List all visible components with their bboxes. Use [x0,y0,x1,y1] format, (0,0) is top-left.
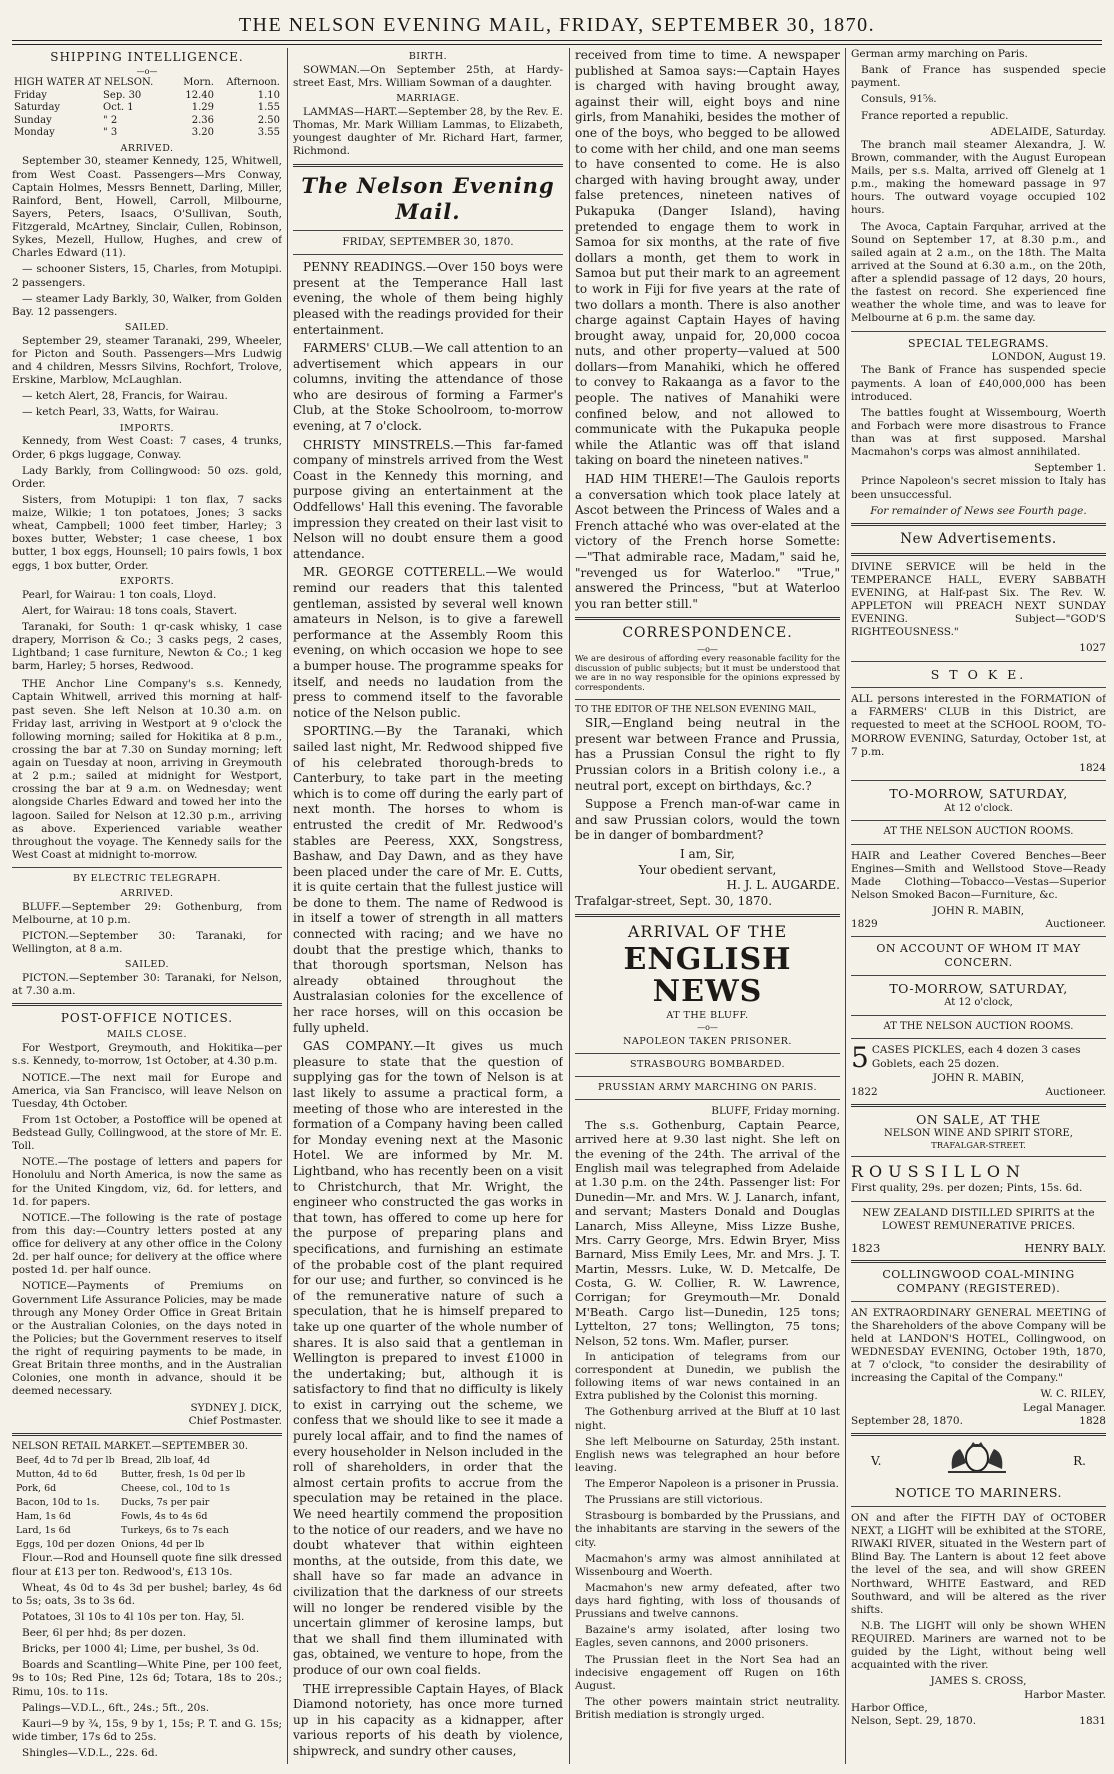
telegraph-entry: BLUFF.—September 29: Gothenburg, from Melbourne, at 10 p.m. [12,900,282,926]
tide-day: Monday [14,127,55,138]
market-title: NELSON RETAIL MARKET.—SEPTEMBER 30. [12,1440,249,1452]
column-divider [569,48,570,1764]
tide-morning: 2.36 [191,114,214,126]
masthead-rule-2 [12,44,1102,45]
tide-day: Friday [14,89,47,101]
tide-afternoon: 3.55 [257,127,280,138]
news-item: The branch mail steamer Alexandra, J. W. Brown, commander, with the August European Mails, per s.s. Malta, arrived off Glenelg at 1 p.m., making the homeward passage in 97 hours. The outward voyage occupied 102 hours. [851,138,1106,217]
tide-date: Oct. 1 [103,102,134,113]
market-row [14,1455,247,1467]
column-4 [851,48,1106,1764]
shipping-entry: Alert, for Wairau: 18 tons coals, Stavert. [22,604,238,617]
divider [851,661,1106,662]
at-bluff: AT THE BLUFF. [666,1010,749,1022]
headline: PRUSSIAN ARMY MARCHING ON PARIS. [598,1081,817,1093]
divider [851,687,1106,688]
divider [851,1038,1106,1039]
market-row [14,1497,247,1509]
ad-number: 1831 [1079,1714,1106,1727]
market-row [14,1525,247,1537]
market-item: Cheese, col., 10d to 1s [121,1483,230,1494]
market-item: Fowls, 4s to 4s 6d [121,1510,208,1522]
vr-left: V. [871,1454,882,1468]
news-item: German army marching on Paris. [851,48,1028,60]
marriage-notice: LAMMAS—HART.—September 28, by the Rev. E. Thomas, Mr. Mark William Lammas, to Elizabeth, youngest daughter of Mr. Richard Hart, farmer, Richmond. [293,106,563,158]
market-item: Bread, 2lb loaf, 4d [121,1455,210,1467]
mariners-notice: N.B. The LIGHT will only be shown WHEN REQUIRED. Mariners are warned not to be guided by the Light, without being well acquainted with the river. [851,1619,1106,1672]
column-divider [845,48,846,1764]
auction-items: HAIR and Leather Covered Benches—Beer Engines—Smith and Wellstood Stove—Ready Made Clothing—Tobacco—Vestas—Superior Nelson Smoked Bacon—Furniture, &c. [851,849,1106,901]
shipping-entry: Lady Barkly, from Collingwood: 50 ozs. gold, Order. [12,464,282,490]
column-divider [287,48,288,1764]
divider [851,780,1106,781]
market-item: Butter, fresh, 1s 0d per lb [121,1469,246,1481]
headline: NAPOLEON TAKEN PRISONER. [623,1036,792,1048]
stoke-title: S T O K E. [930,666,1027,682]
news-paragraph: In anticipation of telegrams from our correspondent at Dunedin, we publish the following items of war news contained in an Extra published by the Colonist this morning. [575,1350,840,1403]
tide-date: " 3 [103,127,118,138]
market-item: Ham, 1s 6d [16,1510,72,1522]
stoke-ad: ALL persons interested in the FORMATION of a FARMERS' CLUB in this District, are requested to meet at the SCHOOL ROOM, TO-MORROW EVENING, Saturday, October 1st, at 7 p.m. [851,693,1106,758]
divider [851,1201,1106,1202]
shipping-entry: Taranaki, for South: 1 qr-cask whisky, 1 case drapery, Morrison & Co.; 3 casks pegs, 2 cases, Lightband; 1 case furniture, Newton & Co.; 1 keg barm, Harley; 5 horses, Redwood. [12,620,282,673]
royal-crest-icon [942,1441,1012,1483]
english-news-headline: ENGLISH NEWS [623,942,792,1009]
market-row [14,1469,247,1481]
divider [851,1506,1106,1507]
news-paragraph: The Prussians are still victorious. [585,1494,763,1507]
shipping-entry: — steamer Lady Barkly, 30, Walker, from Golden Bay. 12 passengers. [12,292,282,318]
market-item: Bacon, 10d to 1s. [16,1496,100,1508]
divider [575,1099,840,1100]
marriage-title: MARRIAGE. [396,93,460,105]
divider [12,867,282,868]
sailed-title: SAILED. [124,959,170,971]
news-paragraph: Bazaine's army isolated, after losing two Eagles, seven cannons, and 2000 prisoners. [575,1624,840,1650]
shipping-entry: September 30, steamer Kennedy, 125, Whitwell, from West Coast. Passengers—Mrs Conway, Captain Holmes, Messrs Bennett, Darling, Miller, Rainford, Bent, Howell, Carroll, Milbourne, Sayers, Peters, Isaacs, O'Sullivan, South, Fitzgerald, McArtney, Sinclair, Cullen, Robinson, Sykes, Mezell, Hullow, Hughes, and crew of Charles Edward (11). [12,155,282,260]
divider [293,254,563,255]
london-dateline: LONDON, August 19. [991,351,1106,364]
sale-street: TRAFALGAR-STREET. [931,1140,1026,1151]
letter-signoff: Your obedient servant, [638,862,777,877]
sale-store: NELSON WINE AND SPIRIT STORE, [884,1128,1073,1140]
auctioneer-name: JOHN R. MABIN, [932,905,1025,917]
divider [851,1015,1106,1016]
tide-morning: 1.29 [191,102,214,113]
news-paragraph: She left Melbourne on Saturday, 25th instant. English news was telegraphed an hour before leaving. [575,1435,840,1474]
market-item: Ducks, 7s per pair [121,1496,210,1508]
harbor-office: Harbor Office, [851,1701,928,1714]
correspondence-title: CORRESPONDENCE. [622,625,793,642]
letter-address: Trafalgar-street, Sept. 30, 1870. [575,893,773,908]
masthead: THE NELSON EVENING MAIL, FRIDAY, SEPTEMBER 30, 1870. [238,14,876,36]
market-text: Boards and Scantling—White Pine, per 100 feet, 9s to 10s; Red Pine, 12s 6d; Totara, 18s to 20s.; Rimu, 10s. to 11s. [12,1659,282,1698]
news-item: Consuls, 91⅝. [861,93,937,106]
divider [851,331,1106,332]
tide-day: Saturday [14,102,61,113]
news-paragraph: Macmahon's army was almost annihilated at Wissenbourg and Woerth. [575,1552,840,1578]
divider [575,1053,840,1054]
tide-row [12,127,282,140]
news-paragraph: The other powers maintain strict neutrality. British mediation is strongly urged. [575,1695,840,1722]
shipping-entry: — ketch Pearl, 33, Watts, for Wairau. [22,406,219,419]
market-item: Onions, 4d per lb [121,1538,205,1550]
divider [851,936,1106,937]
news-item: Prince Napoleon's secret mission to Italy has been unsuccessful. [851,475,1106,501]
letter-signoff: I am, Sir, [679,846,735,861]
auction-place: AT THE NELSON AUCTION ROOMS. [883,1020,1074,1032]
telegraph-entry: PICTON.—September 30: Taranaki, for Nelson, at 7.30 a.m. [12,972,282,998]
market-item: Eggs, 10d per dozen [16,1538,116,1550]
divider [293,164,563,167]
local-paragraph: SPORTING.—By the Taranaki, which sailed last night, Mr. Redwood shipped five of his celebrated thorough-breds to Canterbury, to take part in the meeting which is to come off during the early part of next month. The horses to whom is entrusted the credit of Mr. Redwood's stables are Peeress, XXX, Songstress, Bashaw, and Day Dawn, and as they have been placed under the care of Mr. E. Cutts, it is quite certain that the fullest justice will be done to them. The name of Redwood is in itself a tower of strength in all matters connected with racing; and we have no doubt that the prestige which, thanks to that thorough sportsman, Nelson has already obtained throughout the Australasian colonies for the excellence of her race horses, will on this occasion be fully upheld. [293,724,563,1035]
roussillon-title: ROUSSILLON [851,1162,1026,1182]
auctioneer-role: Auctioneer. [1045,1085,1106,1098]
shipping-entry: September 29, steamer Taranaki, 299, Wheeler, for Picton and South. Passengers—Mrs Ludwig and 4 children, Messrs Silvins, Rochfort, Trolove, Erskine, Marblow, McLaughlan. [12,334,282,387]
divider [12,1433,282,1436]
coal-company-title: COLLINGWOOD COAL-MINING COMPANY (REGISTERED). [882,1268,1075,1295]
imports-title: IMPORTS. [119,422,175,434]
local-paragraph: PENNY READINGS.—Over 150 boys were present at the Temperance Hall last evening, the whole of them being highly pleased with the readings provided for their entertainment. [293,260,563,337]
news-paragraph: The Emperor Napoleon is a prisoner in Prussia. [585,1478,839,1491]
roussillon-price: First quality, 29s. per dozen; Pints, 15s. 6d. [851,1182,1083,1195]
tide-header: HIGH WATER AT NELSON. [14,77,154,88]
market-text: Flour.—Rod and Hounsell quote fine silk dressed flour at £13 per ton. Redwood's, £13 10s. [12,1552,282,1578]
divine-service-ad: DIVINE SERVICE will be held in the TEMPERANCE HALL, EVERY SABBATH EVENING, at Half-past Six. The Rev. W. APPLETON will PREACH NEXT SUNDAY EVENING. Subject—"GOD'S RIGHTEOUSNESS." [851,560,1106,639]
news-paragraph: The Gothenburg arrived at the Bluff at 10 last night. [575,1406,840,1432]
tide-morning: 3.20 [191,127,214,138]
birth-notice: SOWMAN.—On September 25th, at Hardy-street East, Mrs. William Sowman of a daughter. [293,63,563,89]
divider [851,1301,1106,1302]
tide-row [12,90,282,103]
post-signature: SYDNEY J. DICK, [190,1401,282,1414]
divider [575,1076,840,1077]
market-item: Mutton, 4d to 6d [16,1469,98,1481]
market-text: Wheat, 4s 0d to 4s 3d per bushel; barley, 4s 6d to 5s; oats, 3s to 3s 6d. [12,1581,282,1607]
ornament: —o— [697,644,718,654]
divider [293,230,563,231]
birth-title: BIRTH. [408,51,448,62]
market-table [12,1453,249,1552]
divider [851,1104,1106,1107]
market-text: Shingles—V.D.L., 22s. 6d. [22,1747,158,1759]
mails-close-title: MAILS CLOSE. [106,1029,187,1041]
ornament: —o— [697,1023,718,1033]
divider [575,699,840,700]
auction-items: CASES PICKLES, each 4 dozen 3 cases Goblets, each 25 dozen. [871,1044,1081,1070]
shipping-entry: — schooner Sisters, 15, Charles, from Motupipi. 2 passengers. [12,263,282,289]
column-3 [575,48,840,1764]
auction-title: TO-MORROW, SATURDAY, [889,980,1068,996]
column-2 [293,48,563,1764]
market-text: Palings—V.D.L., 6ft., 24s.; 5ft., 20s. [22,1701,210,1714]
masthead-rule [12,40,1102,41]
local-paragraph: MR. GEORGE COTTERELL.—We would remind our readers that this talented gentleman, assisted by several well known amateurs in Nelson, is to give a farewell performance at the Assembly Room this evening, on which occasion we hope to see a bumper house. The programme speaks for itself, and needs no laudation from the press to commend itself to the favorable notice of the Nelson public. [293,565,563,720]
vr-right: R. [1073,1454,1086,1468]
auction-time: At 12 o'clock. [944,802,1013,814]
divider [575,914,840,917]
coal-meeting-notice: AN EXTRAORDINARY GENERAL MEETING of the Shareholders of the above Company will be held at LANDON'S HOTEL, Collingwood, on WEDNESDAY EVENING, October 19th, 1870, at 7 o'clock, "to consider the desirability of increasing the Capital of the Company." [851,1306,1106,1385]
news-item: The Avoca, Captain Farquhar, arrived at the Sound on September 17, at 8.30 p.m., and sailed again at 2 a.m., on the 18th. The Malta arrived at the Sound at 6.30 a.m., on the 20th, after a splendid passage of 12 days, 20 hours, the fastest on record. She experienced fine weather the whole time, and was to leave for Melbourne at 6 p.m. the same day. [851,220,1106,325]
letter-paragraph: Suppose a French man-of-war came in and saw Prussian colors, would the town be in danger of bombardment? [575,797,840,843]
shipping-entry: — ketch Alert, 28, Francis, for Wairau. [22,390,228,403]
anchor-line-report: THE Anchor Line Company's s.s. Kennedy, Captain Whitwell, arrived this morning at half-past seven. She left Nelson at 10.30 a.m. on Friday last, arriving in Westport at 9 o'clock the following morning; sailed for Hokitika at 8 p.m., crossing the bar at 7.30 on Sunday morning; left again on Tuesday at noon, arriving in Greymouth at 2 p.m.; sailed at midnight for Westport, crossing the bar at 9 a.m. on Wednesday; went alongside Charles Edward and towed her into the lagoon. Sailed for Nelson at 12.30 p.m., arriving as above. Experienced variable weather throughout the voyage. The Kennedy sails for the West Coast at midnight to-morrow. [12,678,282,861]
dateline: FRIDAY, SEPTEMBER 30, 1870. [342,236,514,248]
coal-date: September 28, 1870. [851,1414,963,1427]
divider [851,820,1106,821]
divider [851,1433,1106,1436]
tide-header: Morn. [183,77,214,88]
market-text: Beer, 6l per hhd; 8s per dozen. [22,1627,187,1639]
auction-quantity: 5 [851,1044,869,1073]
shipping-entry: Sisters, from Motupipi: 1 ton flax, 7 sacks maize, Wilkie; 1 ton potatoes, Jones; 3 sacks wheat, Campbell; 1000 feet timber, Harley; 3 boxes butter, Webster; 1 case cheese, 1 box butter, 1 box eggs, Hounsell; 10 pairs fowls, 1 box eggs, 1 box butter, Order. [12,493,282,572]
arrived-title: ARRIVED. [120,142,174,154]
market-text: Potatoes, 3l 10s to 4l 10s per ton. Hay, 5l. [22,1610,245,1623]
telegraph-entry: PICTON.—September 30: Taranaki, for Wellington, at 8 a.m. [12,930,282,956]
market-text: Bricks, per 1000 4l; Lime, per bushel, 3s 0d. [22,1643,260,1656]
correspondence-note: We are desirous of affording every reasonable facility for the discussion of public subjects; but it must be understood that we are in no way responsible for the opinions expressed by correspondents. [575,653,840,694]
auction-time: At 12 o'clock, [944,997,1013,1009]
news-item: France reported a republic. [861,109,1009,122]
arrived-title: ARRIVED. [120,887,174,899]
hayes-continued: received from time to time. A newspaper published at Samoa says:—Captain Hayes is charged with having brought away, against their will, eight boys and nine girls, from Manahiki, besides the mother of one of the boys, who begged to be allowed to come with her child, and one man seems to have consented to come. He is also charged with having brought away, under false pretences, nineteen natives of Pukapuka (Danger Island), having pretended to engage them to work in Samoa for six months, at the rate of five dollars a month, get them to work in Samoa but put their mark to an agreement to work in Fiji for five years at the rate of two dollars a month. There is also another charge against Captain Hayes of having brought away, unpaid for, 20,000 cocoa nuts, and other property—valued at 500 dollars—from Manahiki, which he offered to convey to Rakaanga as a favor to the people. The natives of Manahiki were confined below, and not allowed to communicate with the Pukapuka people while the Atlantic was off that island taking on board the nineteen natives." [575,48,840,468]
market-item: Beef, 4d to 7d per lb [16,1455,115,1467]
local-paragraph: CHRISTY MINSTRELS.—This far-famed company of minstrels arrived from the West Coast in the Kennedy this morning, and purpose giving an entertainment at the Oddfellows' Hall this evening. The favorable impression they created on their last visit to Nelson will no doubt ensure them a good attendance. [293,437,563,561]
adelaide-dateline: ADELAIDE, Saturday. [990,125,1106,138]
news-item: The Bank of France has suspended specie payments. A loan of £40,000,000 has been introduced. [851,364,1106,403]
market-text: Kauri—9 by ¾, 15s, 9 by 1, 15s; P. T. and G. 15s; wide timber, 17s 6d to 25s. [12,1717,282,1743]
news-paragraph: The Prussian fleet in the Nort Sea had an indecisive engagement off Rugen on 16th August. [575,1653,840,1692]
mariners-title: NOTICE TO MARINERS. [895,1485,1062,1501]
bluff-dateline: BLUFF, Friday morning. [711,1104,840,1117]
harbor-master-name: JAMES S. CROSS, [930,1675,1027,1688]
mariners-date: Nelson, Sept. 29, 1870. [851,1714,977,1727]
tide-date: Sep. 30 [103,89,142,101]
post-signature-role: Chief Postmaster. [188,1414,282,1427]
news-item: Bank of France has suspended specie payment. [851,64,1106,90]
september-dateline: September 1. [1034,462,1106,475]
coal-signatory: W. C. RILEY, [1040,1388,1106,1401]
tide-afternoon: 1.10 [257,89,280,101]
ad-number: 1824 [1079,761,1106,774]
exports-title: EXPORTS. [119,575,175,587]
post-notice: From 1st October, a Postoffice will be opened at Bedstead Gully, Collingwood, at the store of Mr. E. Toll. [12,1113,282,1153]
divider [851,553,1106,556]
ornament: —o— [136,67,158,76]
market-item: Pork, 6d [16,1483,57,1494]
headline: STRASBOURG BOMBARDED. [629,1059,786,1071]
shipping-entry: Kennedy, from West Coast: 7 cases, 4 trunks, Order, 6 pkgs luggage, Conway. [12,435,282,461]
divider [851,975,1106,976]
tide-date: " 2 [103,114,118,126]
tide-afternoon: 1.55 [257,102,280,113]
tide-table [12,77,282,140]
sailed-title: SAILED. [124,321,170,333]
post-office-title: POST-OFFICE NOTICES. [60,1011,234,1026]
news-paragraph: Macmahon's new army defeated, after two days hard fighting, with loss of thousands of Prussians and twelve cannons. [575,1581,840,1621]
merchant-name: HENRY BALY. [1024,1240,1106,1255]
local-paragraph: THE irrepressible Captain Hayes, of Black Diamond notoriety, has once more turned up in his capacity as a kidnapper, after various reports of his death by violence, shipwreck, and sundry other causes, [293,1681,563,1758]
ad-number: 1027 [1079,642,1106,655]
market-row [14,1539,247,1551]
divider [575,617,840,620]
post-notice: NOTICE.—The next mail for Europe and America, via San Francisco, will leave Nelson on Tuesday, 4th October. [12,1071,282,1110]
letter-author: H. J. L. AUGARDE. [726,878,840,893]
had-him-there: HAD HIM THERE!—The Gaulois reports a conversation which took place lately at Ascot between the Princess of Wales and a French attaché who was over-elated at the victory of the French horse Somette:—"That admirable race, Madam," said he, "revenged us for Waterloo." "True," answered the Princess, "but at Waterloo you ran better still." [575,472,840,611]
remainder-note: For remainder of News see Fourth page. [870,504,1087,517]
market-row [14,1483,247,1495]
harbor-master-role: Harbor Master. [1024,1688,1106,1701]
shipping-title: SHIPPING INTELLIGENCE. [50,50,244,64]
news-paragraph: The s.s. Gothenburg, Captain Pearce, arrived here at 9.30 last night. She left on the evening of the 24th. The arrival of the English mail was telegraphed from Adelaide at 1.30 p.m. on the 24th. Passenger list: For Dunedin—Mr. and Mrs. W. J. Lanarch, infant, and servant; Masters Donald and Douglas Lanarch, Miss Alleyne, Miss Lizze Bushe, Mrs. Carry George, Mrs. Edwin Bryer, Miss Barnard, Miss Emily Lees, Mr. and Mrs. J. T. Martin, Messrs. Luke, W. D. Metcalfe, De Costa, G. W. Collier, R. W. Lawrence, Corrigan; for Greymouth—Mr. Donald M'Beath. Cargo list—Dunedin, 125 tons; Lyttelton, 27 tons; Wellington, 75 tons; Nelson, 52 tons. Wm. Mafler, purser. [575,1117,840,1348]
divider [851,523,1106,526]
account-title: ON ACCOUNT OF WHOM IT MAY CONCERN. [876,942,1081,969]
paper-title: The Nelson Evening Mail. [301,172,555,224]
to-editor: TO THE EDITOR OF THE NELSON EVENING MAIL, [575,704,817,715]
letter-paragraph: SIR,—England being neutral in the present war between France and Prussia, has a Prussian Consul the right to fly Prussian colors in a British colony i.e., a neutral port, except on birthdays, &c.? [575,716,840,793]
market-row [14,1511,247,1523]
ad-number: 1822 [851,1085,878,1098]
auctioneer-name: JOHN R. MABIN, [932,1072,1025,1085]
market-item: Lard, 1s 6d [16,1524,71,1536]
auction-place: AT THE NELSON AUCTION ROOMS. [883,826,1074,837]
news-item: The battles fought at Wissembourg, Woerth and Forbach were more disastrous to France than was at first supposed. Marshal Macmahon's corps was almost annihilated. [851,406,1106,459]
market-item: Turkeys, 6s to 7s each [121,1524,229,1536]
post-notice: For Westport, Greymouth, and Hokitika—per s.s. Kennedy, to-morrow, 1st October, at 4.30 p.m. [12,1042,282,1068]
special-telegrams-title: SPECIAL TELEGRAMS. [907,336,1050,350]
auctioneer-role: Auctioneer. [1045,918,1106,931]
local-paragraph: FARMERS' CLUB.—We call attention to an advertisement which appears in our columns, inviting the attendance of those who are desirous of forming a Farmer's Club, at the Stoke Schoolroom, to-morrow evening, at 7 o'clock. [293,341,563,434]
new-ads-title: New Advertisements. [900,530,1057,547]
tide-day: Sunday [14,114,52,126]
auction-title: TO-MORROW, SATURDAY, [889,785,1068,801]
column-1 [12,48,282,1764]
ad-number: 1829 [851,918,878,931]
post-notice: NOTE.—The postage of letters and papers for Honolulu and North America, is now the same as for the United Kingdom, viz, 6d. for letters, and 1d. for papers. [12,1156,282,1208]
news-paragraph: Strasbourg is bombarded by the Prussians, and the inhabitants are starving in the sewers of the city. [575,1510,840,1549]
tide-row [12,102,282,115]
post-notice: NOTICE.—The following is the rate of postage from this day:—Country letters posted at any office for delivery at any other office in the Colony 2d. per half ounce; for delivery at the office where posted 1d. per half ounce. [12,1211,282,1277]
sale-title: ON SALE, AT THE [916,1111,1041,1127]
tide-header: Afternoon. [226,77,280,88]
post-notice: NOTICE—Payments of Premiums on Government Life Assurance Policies, may be made through any Money Order Office in Great Britain or the Australian Colonies, on the days noted in the Policies; but the Government reserves to itself the right of requiring payments to be made, in Great Britain three months, and in the Australian Colonies, one month in advance, should it be deemed necessary. [12,1280,282,1398]
ad-number: 1828 [1079,1414,1106,1427]
telegraph-title: BY ELECTRIC TELEGRAPH. [73,873,221,884]
divider [851,844,1106,845]
divider [851,1156,1106,1157]
mariners-notice: ON and after the FIFTH DAY of OCTOBER NEXT, a LIGHT will be exhibited at the STORE, RIWAKI RIVER, situated in the Western part of Blind Bay. The Lantern is about 12 feet above the level of the sea, and will show GREEN Northward, WHITE Eastward, and RED Southward, and will be altered as the river shifts. [851,1511,1106,1616]
tide-morning: 12.40 [185,89,214,101]
local-paragraph: GAS COMPANY.—It gives us much pleasure to state that the question of supplying gas for the town of Nelson is at last likely to assume a practical form, a meeting of those who are interested in the formation of a Company having been called for Monday evening next at the Masonic Hotel. We are informed by Mr. M. Lightband, who has recently been on a visit to Christchurch, that Mr. Wright, the engineer who constructed the gas works in that town, has offered to come up here for the purpose of preparing plans and specifications, and furnishing an estimate of the probable cost of the plant required for our use; and further, so convinced is he of the remunerative nature of such a speculation, that he is himself prepared to take up one quarter of the whole number of shares. It is also said that a gentleman in Wellington is prepared to invest £1000 in the undertaking; but, although it is satisfactory to find that no difficulty is likely to exist in carrying out the scheme, we confess that we should like to see it made a purely local affair, and to find the names of every householder in Nelson included in the roll of shareholders, in order that the almost certain profits to accrue from the speculation may be retained in the place. We need heartily commend the proposition to the notice of our readers, and we have no doubt whatever that within eighteen months, at the outside, from this date, we shall have so far made an advance in civilization that the darkness of our streets will no longer be rendered visible by the uncertain glimmer of kerosine lamps, but that we shall find them illuminated with gas, obtained, we venture to hope, from the produce of our own coal fields. [293,1039,563,1677]
arrival-title: ARRIVAL OF THE [627,922,788,942]
ad-number: 1823 [851,1240,881,1255]
coal-signatory-role: Legal Manager. [1022,1401,1106,1414]
nz-spirits: NEW ZEALAND DISTILLED SPIRITS at the LOWEST REMUNERATIVE PRICES. [862,1206,1095,1232]
divider [851,1260,1106,1263]
shipping-entry: Pearl, for Wairau: 1 ton coals, Lloyd. [22,588,217,601]
tide-row [12,115,282,128]
divider [12,1003,282,1006]
tide-afternoon: 2.50 [257,114,280,126]
